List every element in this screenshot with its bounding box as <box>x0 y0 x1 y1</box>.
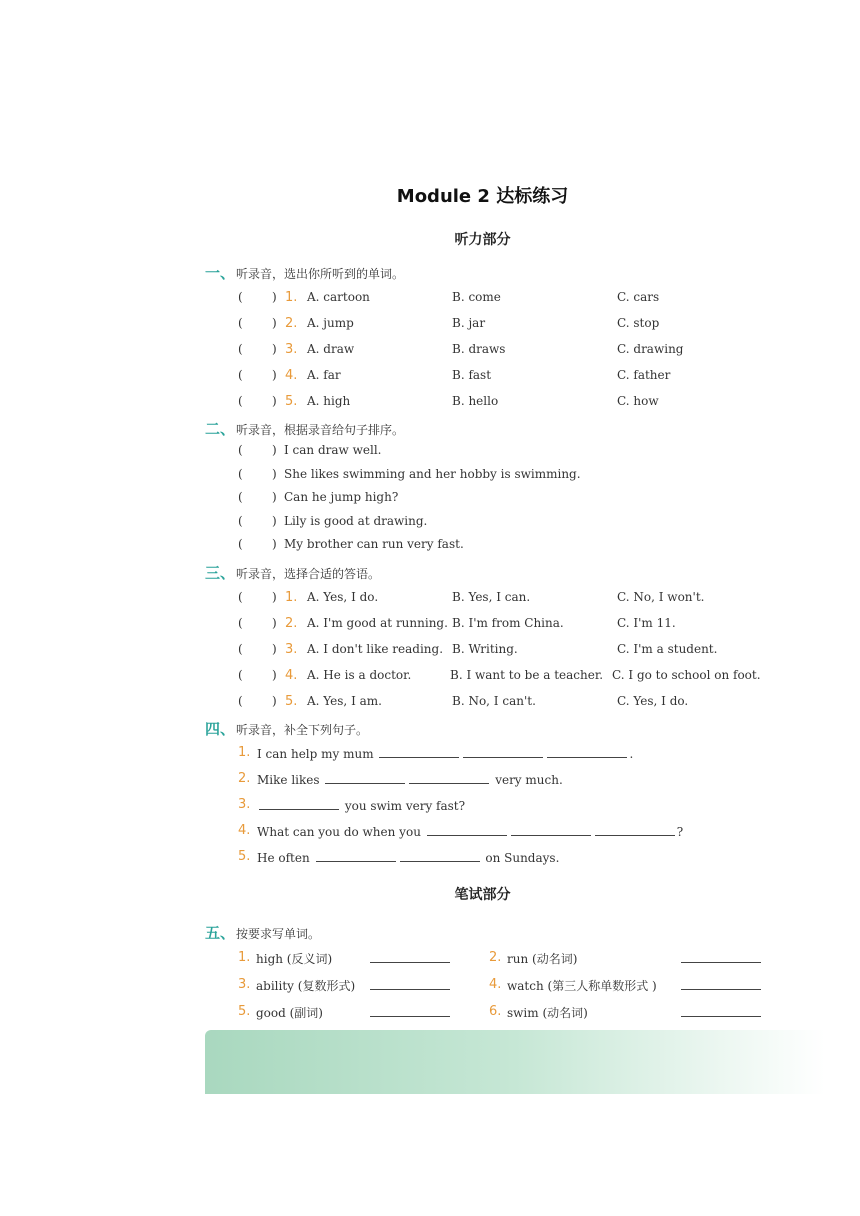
answer-blank[interactable] <box>316 849 396 862</box>
answer-blank[interactable] <box>325 771 405 784</box>
answer-bracket-open[interactable]: ( <box>238 316 243 330</box>
option-a: A. I don't like reading. <box>307 642 444 656</box>
word-item <box>0 1004 860 1022</box>
fill-sentence <box>0 849 860 867</box>
word-prompt: watch (第三人称单数形式 ) <box>507 979 657 993</box>
choice-row <box>0 642 860 660</box>
answer-bracket-open[interactable]: ( <box>238 443 243 457</box>
question-number: 4. <box>238 823 251 838</box>
answer-blank[interactable] <box>595 823 675 836</box>
answer-bracket-close: ) <box>272 443 277 457</box>
answer-bracket-close: ) <box>272 290 277 304</box>
q1-heading <box>205 262 404 283</box>
answer-bracket-open[interactable]: ( <box>238 616 243 630</box>
answer-blank[interactable] <box>681 977 761 990</box>
word-prompt: ability (复数形式) <box>256 979 356 993</box>
question-number: 4. <box>489 977 502 992</box>
option-b: B. come <box>452 290 501 304</box>
fill-sentence <box>0 797 860 815</box>
writing-section-header: 笔试部分 <box>454 887 511 903</box>
question-number: 3. <box>285 342 298 357</box>
option-b: B. jar <box>452 316 486 330</box>
question-number: 2. <box>238 771 251 786</box>
question-number: 2. <box>285 616 298 631</box>
question-number: 5. <box>285 694 298 709</box>
option-c: C. Yes, I do. <box>617 694 689 708</box>
sentence-line <box>257 745 633 761</box>
option-a: A. jump <box>307 316 354 330</box>
word-prompt: high (反义词) <box>256 952 333 966</box>
order-row <box>0 443 860 461</box>
question-number: 5. <box>238 1004 251 1019</box>
answer-bracket-close: ) <box>272 642 277 656</box>
q3-number: 三、 <box>205 564 236 582</box>
sentence-suffix: . <box>629 747 634 761</box>
sentence-suffix: you swim very fast? <box>344 799 466 813</box>
choice-row <box>0 590 860 608</box>
answer-bracket-open[interactable]: ( <box>238 513 243 528</box>
option-a: A. far <box>307 368 341 382</box>
word-prompt: swim (动名词) <box>507 1006 588 1020</box>
q1-instruction: 听录音，选出你所听到的单词。 <box>236 267 405 281</box>
answer-blank[interactable] <box>463 745 543 758</box>
sentence-prefix: What can you do when you <box>257 825 421 839</box>
q5-instruction: 按要求写单词。 <box>236 927 321 941</box>
sentence: I can draw well. <box>284 443 382 457</box>
answer-blank[interactable] <box>511 823 591 836</box>
answer-bracket-open[interactable]: ( <box>238 290 243 304</box>
order-row <box>0 514 860 532</box>
answer-bracket-open[interactable]: ( <box>238 394 243 408</box>
option-b: B. Writing. <box>452 642 518 656</box>
sentence-line <box>257 797 465 813</box>
fill-sentence <box>0 823 860 841</box>
fill-sentence <box>0 745 860 763</box>
option-b: B. No, I can't. <box>452 694 536 708</box>
question-number: 2. <box>489 950 502 965</box>
answer-bracket-open[interactable]: ( <box>238 668 243 682</box>
question-number: 4. <box>285 368 298 383</box>
option-b: B. Yes, I can. <box>452 590 531 604</box>
answer-bracket-open[interactable]: ( <box>238 466 243 481</box>
word-prompt: good (副词) <box>256 1006 323 1020</box>
q5-number: 五、 <box>205 924 236 942</box>
option-c: C. I'm 11. <box>617 616 676 630</box>
option-c: C. I go to school on foot. <box>612 668 761 682</box>
page-title: Module 2 达标练习 <box>396 186 569 207</box>
answer-bracket-close: ) <box>272 342 277 356</box>
choice-row <box>0 368 860 386</box>
option-a: A. high <box>307 394 351 408</box>
option-c: C. stop <box>617 316 660 330</box>
answer-bracket-close: ) <box>272 694 277 708</box>
answer-bracket-close: ) <box>272 394 277 408</box>
option-b: B. draws <box>452 342 506 356</box>
q4-number: 四、 <box>205 720 236 738</box>
question-number: 3. <box>238 977 251 992</box>
option-b: B. I want to be a teacher. <box>450 668 604 682</box>
question-number: 2. <box>285 316 298 331</box>
sentence-prefix: I can help my mum <box>257 747 374 761</box>
answer-blank[interactable] <box>681 950 761 963</box>
q1-number: 一、 <box>205 264 236 282</box>
choice-row <box>0 316 860 334</box>
choice-row <box>0 694 860 712</box>
option-c: C. how <box>617 394 659 408</box>
word-item <box>0 950 860 968</box>
choice-row <box>0 668 860 686</box>
sentence-prefix: He often <box>257 851 310 865</box>
answer-bracket-close: ) <box>272 513 277 528</box>
sentence-suffix: ? <box>676 825 684 839</box>
choice-row <box>0 290 860 308</box>
answer-bracket-close: ) <box>272 537 277 551</box>
answer-bracket-close: ) <box>272 668 277 682</box>
listening-section-header: 听力部分 <box>454 232 511 248</box>
sentence: Lily is good at drawing. <box>284 513 428 528</box>
answer-bracket-open[interactable]: ( <box>238 490 243 504</box>
sentence-suffix: very much. <box>495 773 563 787</box>
answer-bracket-open[interactable]: ( <box>238 694 243 708</box>
choice-row <box>0 616 860 634</box>
answer-bracket-open[interactable]: ( <box>238 590 243 604</box>
answer-blank[interactable] <box>409 771 489 784</box>
option-a: A. cartoon <box>307 290 370 304</box>
option-c: C. cars <box>617 290 660 304</box>
sentence-line <box>257 771 563 787</box>
answer-blank[interactable] <box>259 797 339 810</box>
question-number: 3. <box>285 642 298 657</box>
answer-blank[interactable] <box>427 823 507 836</box>
choice-row <box>0 394 860 412</box>
sentence-line <box>257 823 683 839</box>
answer-blank[interactable] <box>400 849 480 862</box>
answer-bracket-close: ) <box>272 316 277 330</box>
option-a: A. draw <box>307 342 355 356</box>
answer-bracket-close: ) <box>272 590 277 604</box>
q3-instruction: 听录音，选择合适的答语。 <box>236 567 381 581</box>
option-a: A. Yes, I do. <box>307 590 379 604</box>
sentence: My brother can run very fast. <box>284 537 464 551</box>
answer-bracket-open[interactable]: ( <box>238 342 243 356</box>
option-a: A. Yes, I am. <box>307 694 382 708</box>
choice-row <box>0 342 860 360</box>
answer-bracket-open[interactable]: ( <box>238 368 243 382</box>
answer-bracket-close: ) <box>272 490 277 504</box>
question-number: 1. <box>285 290 298 305</box>
question-number: 1. <box>285 590 298 605</box>
option-c: C. drawing <box>617 342 684 356</box>
sentence-line <box>257 849 559 865</box>
question-number: 4. <box>285 668 298 683</box>
word-prompt: run (动名词) <box>507 952 578 966</box>
sentence: She likes swimming and her hobby is swimming. <box>284 466 581 481</box>
option-a: A. I'm good at running. <box>307 616 448 630</box>
answer-blank[interactable] <box>379 745 459 758</box>
question-number: 1. <box>238 745 251 760</box>
q2-number: 二、 <box>205 420 236 438</box>
q2-heading <box>205 418 404 439</box>
option-c: C. No, I won't. <box>617 590 705 604</box>
footer-decoration <box>205 1030 825 1094</box>
sentence-prefix: Mike likes <box>257 773 320 787</box>
option-c: C. father <box>617 368 671 382</box>
sentence-suffix: on Sundays. <box>485 851 560 865</box>
option-b: B. I'm from China. <box>452 616 564 630</box>
q2-instruction: 听录音，根据录音给句子排序。 <box>236 423 405 437</box>
option-c: C. I'm a student. <box>617 642 718 656</box>
order-row <box>0 467 860 485</box>
order-row <box>0 537 860 555</box>
q5-heading <box>205 922 320 943</box>
question-number: 1. <box>238 950 251 965</box>
question-number: 5. <box>238 849 251 864</box>
question-number: 5. <box>285 394 298 409</box>
answer-bracket-open[interactable]: ( <box>238 537 243 551</box>
option-b: B. hello <box>452 394 499 408</box>
option-b: B. fast <box>452 368 492 382</box>
answer-blank[interactable] <box>547 745 627 758</box>
option-a: A. He is a doctor. <box>307 668 412 682</box>
word-item <box>0 977 860 995</box>
q4-instruction: 听录音，补全下列句子。 <box>236 723 369 737</box>
order-row <box>0 490 860 508</box>
fill-sentence <box>0 771 860 789</box>
q3-heading <box>205 562 380 583</box>
answer-bracket-close: ) <box>272 616 277 630</box>
question-number: 3. <box>238 797 251 812</box>
answer-blank[interactable] <box>681 1004 761 1017</box>
answer-bracket-close: ) <box>272 368 277 382</box>
answer-bracket-open[interactable]: ( <box>238 642 243 656</box>
answer-bracket-close: ) <box>272 466 277 481</box>
q4-heading <box>205 718 368 739</box>
question-number: 6. <box>489 1004 502 1019</box>
sentence: Can he jump high? <box>284 490 399 504</box>
